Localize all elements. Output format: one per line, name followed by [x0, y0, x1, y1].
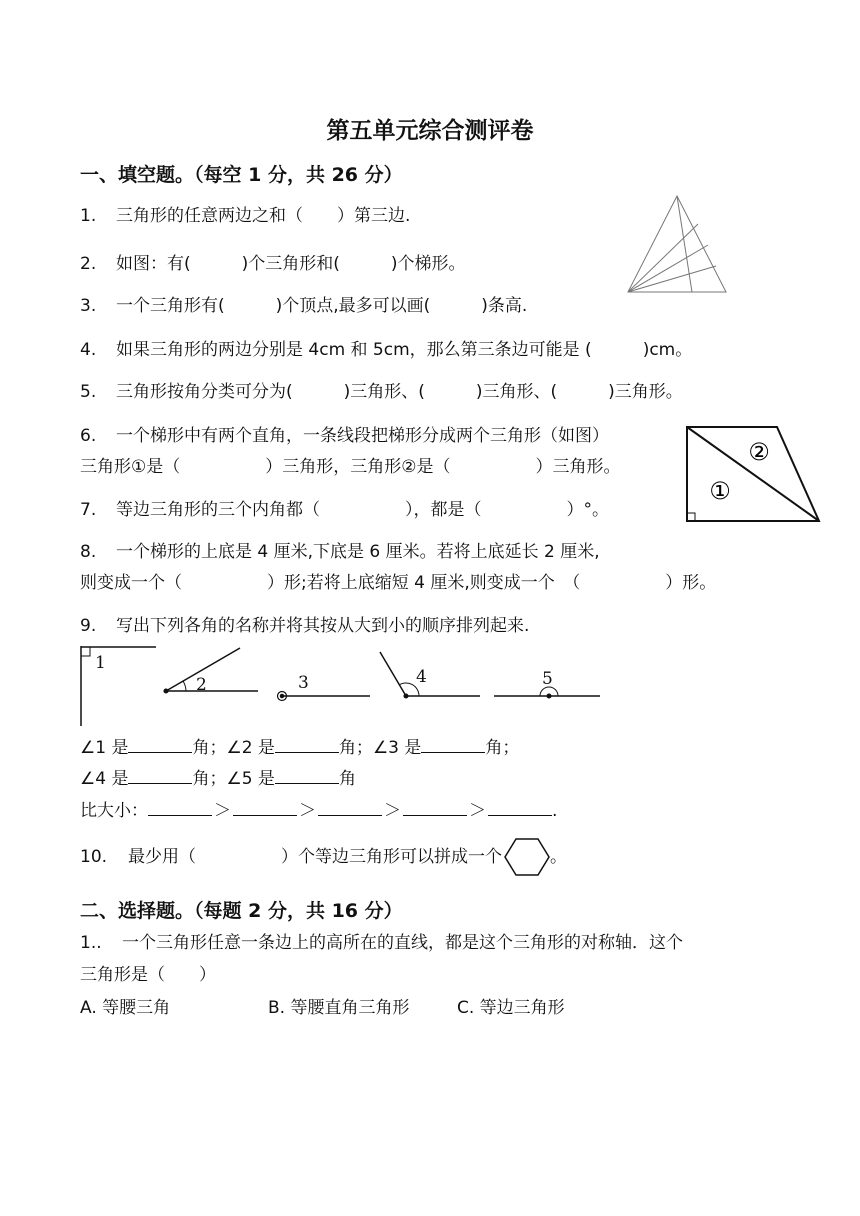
- angle-unit: 角；: [192, 738, 227, 758]
- question-number: 1..: [80, 933, 102, 953]
- question-number: 2.: [80, 254, 97, 274]
- angle-5-prompt: ∠5 是: [226, 769, 275, 789]
- question-number: 5.: [80, 382, 97, 402]
- triangle-2-label: ②: [748, 438, 770, 466]
- question-number: 6.: [80, 426, 97, 446]
- end-mark: .: [552, 801, 558, 821]
- question-9-row-1: [80, 736, 519, 759]
- question-text: 等边三角形的三个内角都（ ），都是（ ）°。: [116, 500, 609, 520]
- question-number: 3.: [80, 296, 97, 316]
- greater-than: ＞: [214, 801, 231, 821]
- question-text: 如果三角形的两边分别是 4cm 和 5cm，那么第三条边可能是 ( )cm。: [116, 340, 693, 360]
- angle-label-5: 5: [542, 669, 553, 689]
- angle-unit: 角；: [485, 738, 520, 758]
- question-text: 三角形的任意两边之和（ ）第三边.: [116, 206, 411, 226]
- question-9: [80, 615, 529, 637]
- compare-label: 比大小：: [80, 801, 148, 821]
- choice-question-1-line-2: 三角形是（ ）: [80, 965, 216, 985]
- question-number: 10.: [80, 847, 108, 867]
- question-text: 一个三角形任意一条边上的高所在的直线，都是这个三角形的对称轴．这个: [122, 933, 683, 953]
- question-8-line-2: 则变成一个（ ）形;若将上底缩短 4 厘米,则变成一个 （ ）形。: [80, 573, 717, 593]
- question-5: [80, 381, 683, 403]
- question-text: 一个梯形的上底是 4 厘米,下底是 6 厘米。若将上底延长 2 厘米,: [116, 542, 600, 562]
- greater-than: ＞: [299, 801, 316, 821]
- question-9-row-2: [80, 767, 356, 790]
- question-text: 最少用（ ）个等边三角形可以拼成一个: [128, 847, 502, 867]
- angle-3: [278, 692, 371, 701]
- answer-blank[interactable]: [128, 767, 192, 784]
- choice-question-1: [80, 932, 683, 954]
- trapezoid-figure: [685, 425, 821, 525]
- question-4: [80, 339, 692, 361]
- angle-unit: 角: [338, 769, 356, 789]
- section-1-heading: 一、填空题。（每空 1 分，共 26 分）: [80, 164, 403, 186]
- question-8: [80, 541, 600, 563]
- option-b[interactable]: B. 等腰直角三角形: [268, 998, 410, 1018]
- angle-4-prompt: ∠4 是: [80, 769, 129, 789]
- question-6: [80, 425, 609, 447]
- angle-unit: 角；: [338, 738, 373, 758]
- triangle-figure: [626, 194, 728, 296]
- angle-2: [164, 648, 258, 693]
- angle-2-prompt: ∠2 是: [226, 738, 275, 758]
- answer-blank[interactable]: [403, 799, 467, 816]
- question-9-row-3: [80, 799, 557, 822]
- angle-unit: 角；: [192, 769, 227, 789]
- answer-blank[interactable]: [421, 736, 485, 753]
- angle-3-prompt: ∠3 是: [372, 738, 422, 758]
- angle-label-3: 3: [298, 673, 309, 693]
- angle-1-prompt: ∠1 是: [80, 738, 129, 758]
- question-2: [80, 253, 466, 275]
- angle-figures: [78, 644, 608, 728]
- question-number: 1.: [80, 206, 97, 226]
- hexagon-icon: [504, 837, 550, 877]
- question-end: 。: [550, 847, 567, 867]
- right-angle-mark: [687, 513, 695, 521]
- answer-blank[interactable]: [275, 736, 339, 753]
- question-text: 一个三角形有( )个顶点,最多可以画( )条高.: [116, 296, 528, 316]
- page-title: 第五单元综合测评卷: [326, 118, 534, 144]
- question-10: [80, 846, 567, 868]
- question-number: 4.: [80, 340, 97, 360]
- question-text: 一个梯形中有两个直角，一条线段把梯形分成两个三角形（如图）: [116, 426, 609, 446]
- answer-blank[interactable]: [488, 799, 552, 816]
- greater-than: ＞: [384, 801, 401, 821]
- answer-blank[interactable]: [275, 767, 339, 784]
- angle-4: [380, 652, 480, 698]
- question-1: [80, 205, 410, 227]
- question-text: 如图：有( )个三角形和( )个梯形。: [116, 254, 466, 274]
- question-text: 三角形按角分类可分为( )三角形、( )三角形、( )三角形。: [116, 382, 683, 402]
- angle-label-4: 4: [416, 667, 427, 687]
- question-7: [80, 499, 609, 521]
- answer-blank[interactable]: [148, 799, 212, 816]
- answer-blank[interactable]: [233, 799, 297, 816]
- angle-label-1: 1: [95, 653, 106, 673]
- question-6-line-2: 三角形①是（ ）三角形，三角形②是（ ）三角形。: [80, 457, 621, 477]
- question-text: 写出下列各角的名称并将其按从大到小的顺序排列起来.: [116, 616, 530, 636]
- answer-blank[interactable]: [318, 799, 382, 816]
- triangle-1-label: ①: [709, 477, 731, 505]
- section-2-heading: 二、选择题。（每题 2 分，共 16 分）: [80, 900, 403, 922]
- question-3: [80, 295, 527, 317]
- question-number: 7.: [80, 500, 97, 520]
- option-a[interactable]: A. 等腰三角: [80, 998, 171, 1018]
- angle-label-2: 2: [196, 675, 207, 695]
- answer-blank[interactable]: [128, 736, 192, 753]
- question-number: 8.: [80, 542, 97, 562]
- question-number: 9.: [80, 616, 97, 636]
- greater-than: ＞: [469, 801, 486, 821]
- angle-1: [81, 646, 156, 726]
- option-c[interactable]: C. 等边三角形: [457, 998, 565, 1018]
